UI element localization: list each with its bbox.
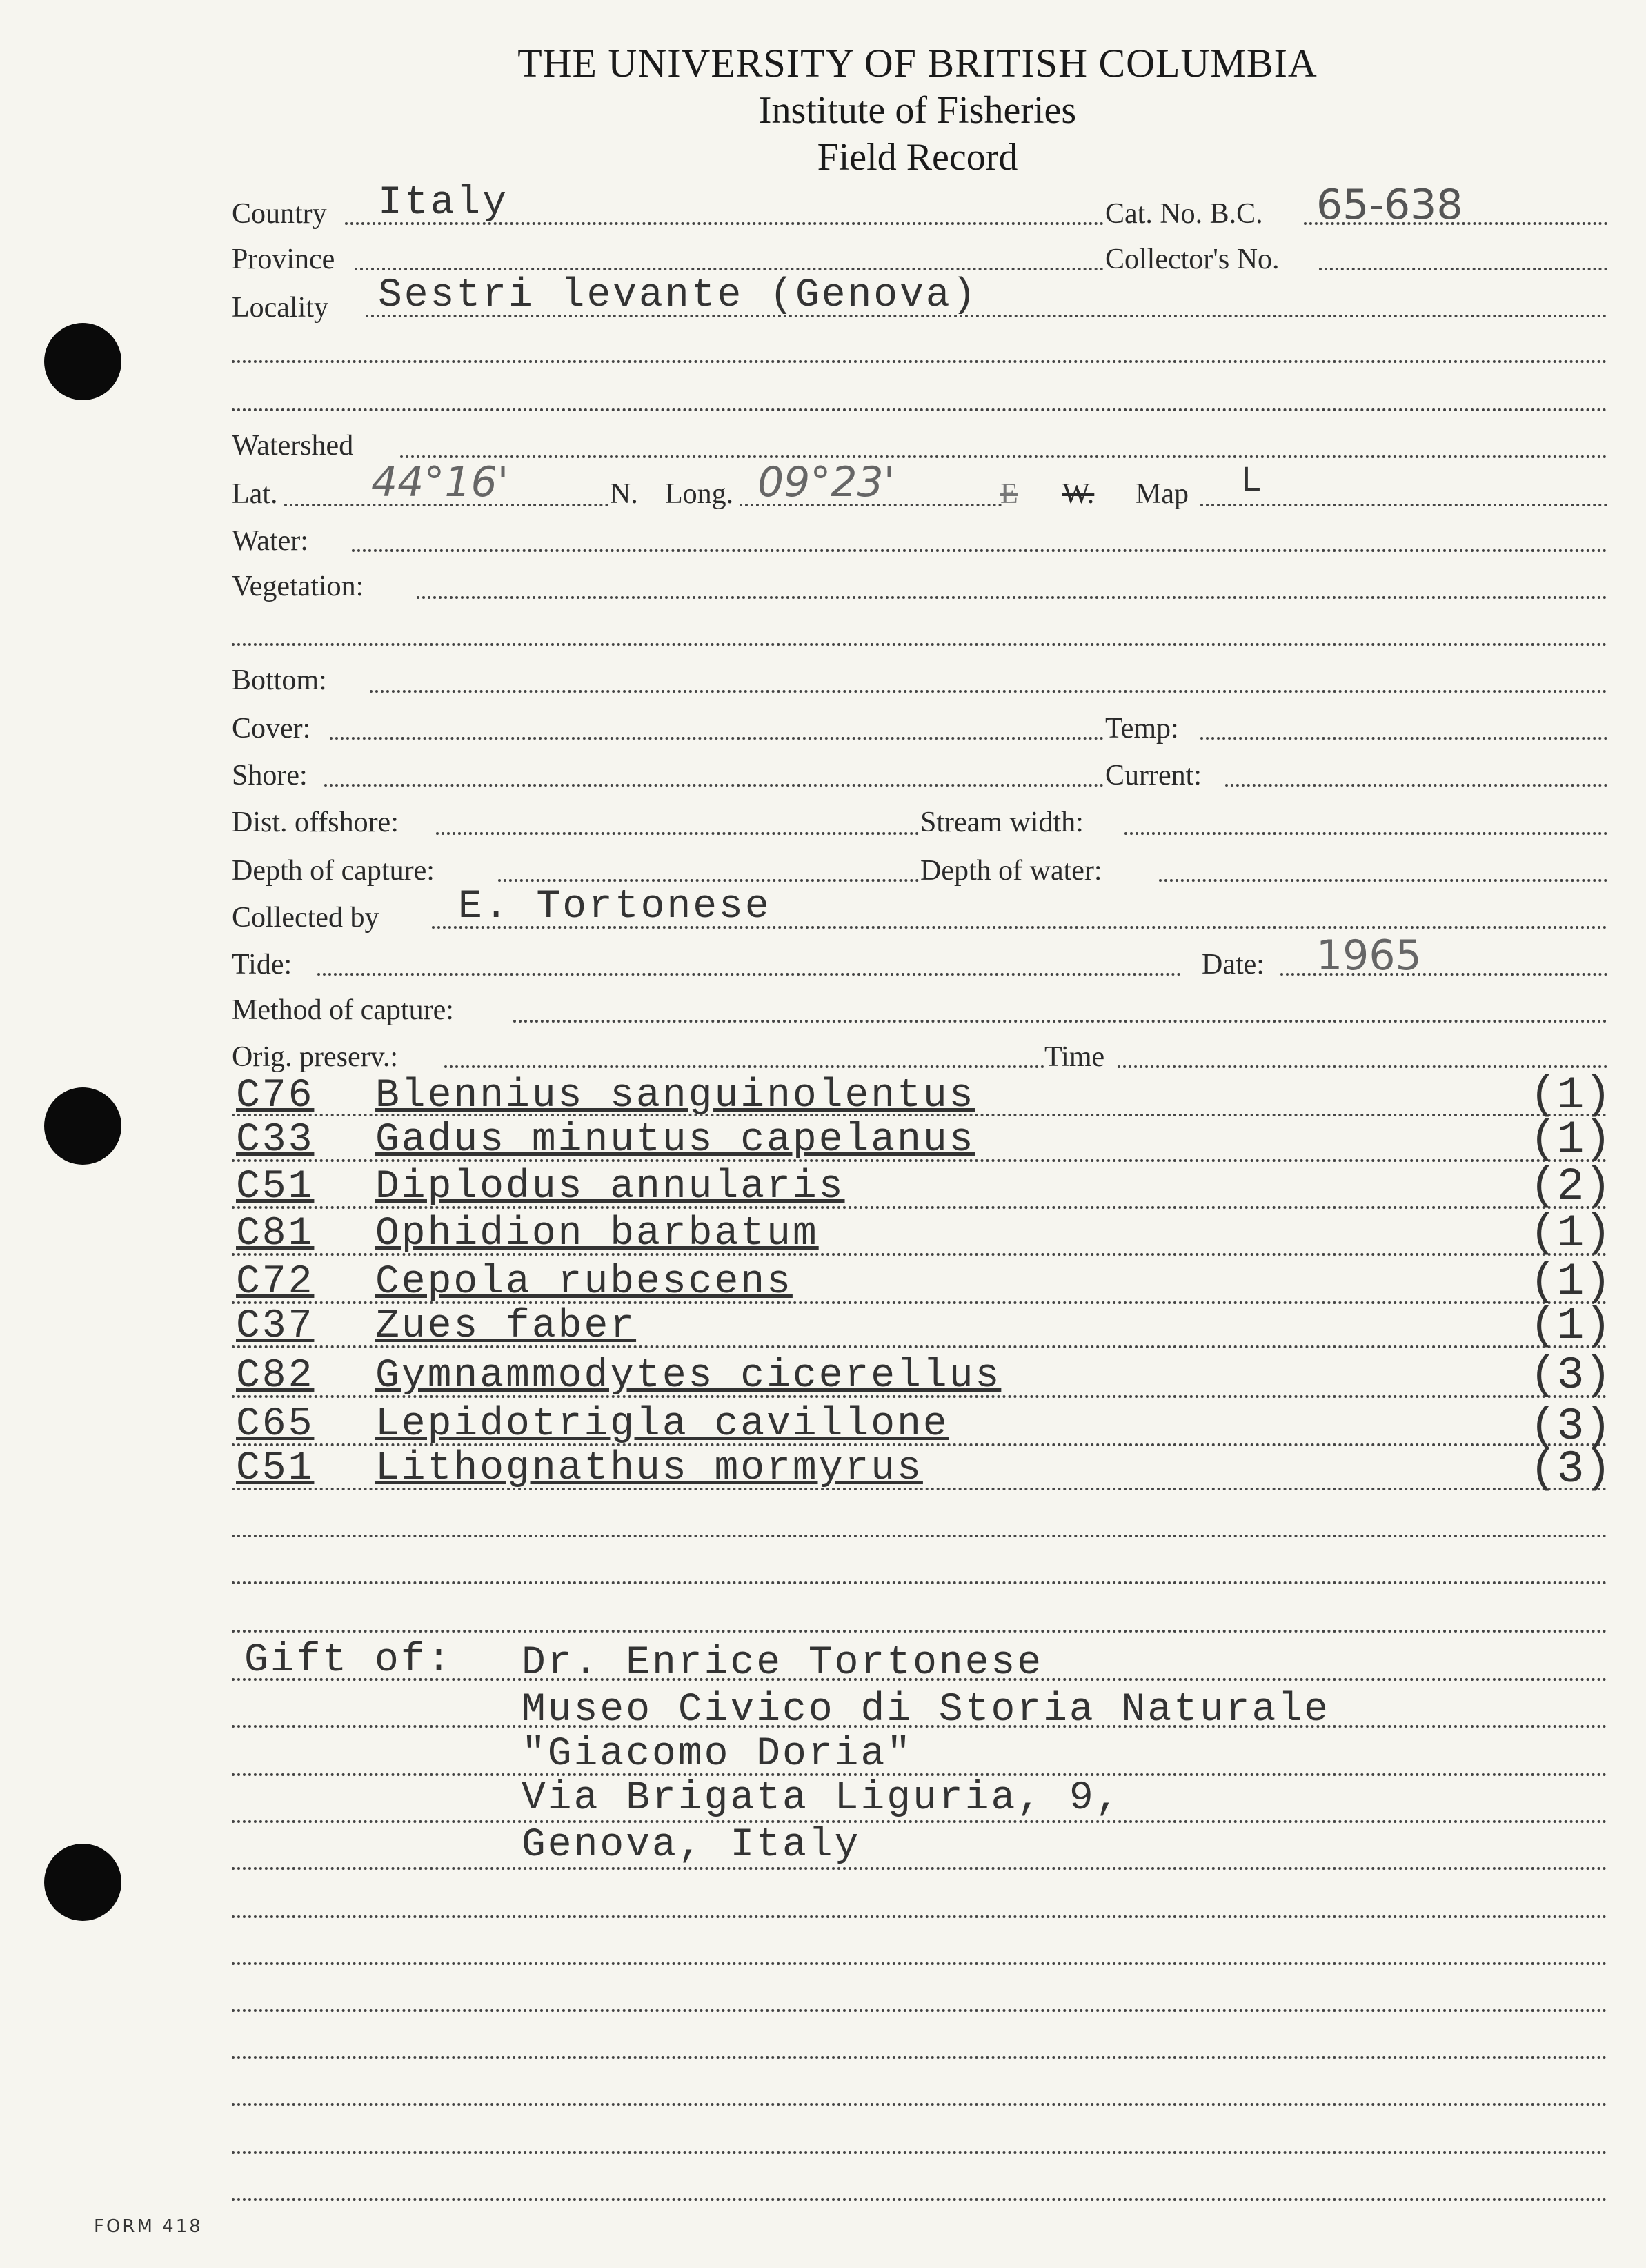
locality-value: Sestri levante (Genova) bbox=[378, 273, 978, 318]
list-item: C37 Zues faber bbox=[236, 1304, 637, 1349]
gift-line: "Giacomo Doria" bbox=[522, 1732, 913, 1777]
vegetation-label: Vegetation: bbox=[232, 571, 364, 602]
cover-label: Cover: bbox=[232, 713, 311, 745]
long-label: Long. bbox=[665, 478, 734, 510]
gift-line: Museo Civico di Storia Naturale bbox=[522, 1688, 1330, 1733]
tide-label: Tide: bbox=[232, 949, 292, 980]
specimen-count: (3) bbox=[1529, 1443, 1612, 1495]
time-label: Time bbox=[1044, 1041, 1105, 1073]
date-label: Date: bbox=[1202, 949, 1265, 980]
punch-hole-top bbox=[44, 323, 121, 400]
date-value: 1965 bbox=[1316, 931, 1422, 980]
specimen-count: (3) bbox=[1529, 1401, 1612, 1452]
list-item: C81 Ophidion barbatum bbox=[236, 1212, 819, 1256]
specimen-count: (1) bbox=[1529, 1207, 1612, 1259]
water-label: Water: bbox=[232, 525, 308, 557]
collected-by-value: E. Tortonese bbox=[458, 885, 771, 929]
specimen-count: (1) bbox=[1529, 1300, 1612, 1352]
current-label: Current: bbox=[1105, 760, 1202, 791]
shore-label: Shore: bbox=[232, 760, 308, 791]
long-value: 09°23' bbox=[757, 458, 895, 506]
list-item: C65 Lepidotrigla cavillone bbox=[236, 1402, 949, 1447]
university-title: THE UNIVERSITY OF BRITISH COLUMBIA bbox=[517, 41, 1318, 86]
specimen-count: (1) bbox=[1529, 1069, 1612, 1121]
specimen-count: (3) bbox=[1529, 1350, 1612, 1401]
temp-label: Temp: bbox=[1105, 713, 1179, 745]
depth-water-label: Depth of water: bbox=[920, 855, 1102, 887]
gift-label: Gift of: bbox=[244, 1638, 453, 1683]
map-value: L bbox=[1240, 461, 1265, 502]
gift-line: Via Brigata Liguria, 9, bbox=[522, 1776, 1122, 1821]
bottom-label: Bottom: bbox=[232, 664, 327, 696]
collected-by-label: Collected by bbox=[232, 902, 379, 934]
punch-hole-bottom bbox=[44, 1844, 121, 1921]
punch-hole-middle bbox=[44, 1087, 121, 1165]
e-label: E bbox=[1000, 478, 1018, 510]
list-item: C33 Gadus minutus capelanus bbox=[236, 1118, 975, 1163]
map-label: Map bbox=[1136, 478, 1189, 510]
list-item: C51 Lithognathus mormyrus bbox=[236, 1446, 923, 1491]
dist-offshore-label: Dist. offshore: bbox=[232, 807, 399, 838]
record-title: Field Record bbox=[817, 136, 1018, 179]
institute-title: Institute of Fisheries bbox=[758, 89, 1077, 132]
country-value: Italy bbox=[378, 181, 509, 226]
watershed-label: Watershed bbox=[232, 430, 354, 462]
specimen-count: (1) bbox=[1529, 1114, 1612, 1165]
collectors-no-label: Collector's No. bbox=[1105, 244, 1280, 275]
lat-value: 44°16' bbox=[371, 458, 509, 506]
form-number: FORM 418 bbox=[94, 2216, 203, 2237]
cat-no-value: 65-638 bbox=[1316, 181, 1463, 229]
locality-label: Locality bbox=[232, 292, 328, 324]
orig-preserv-label: Orig. preserv.: bbox=[232, 1041, 399, 1073]
specimen-count: (1) bbox=[1529, 1256, 1612, 1308]
country-label: Country bbox=[232, 198, 327, 230]
cat-no-label: Cat. No. B.C. bbox=[1105, 198, 1263, 230]
province-label: Province bbox=[232, 244, 335, 275]
n-label: N. bbox=[610, 478, 638, 510]
depth-capture-label: Depth of capture: bbox=[232, 855, 435, 887]
list-item: C51 Diplodus annularis bbox=[236, 1165, 845, 1210]
stream-width-label: Stream width: bbox=[920, 807, 1084, 838]
gift-line: Genova, Italy bbox=[522, 1823, 861, 1868]
method-label: Method of capture: bbox=[232, 994, 454, 1026]
list-item: C76 Blennius sanguinolentus bbox=[236, 1074, 975, 1118]
list-item: C72 Cepola rubescens bbox=[236, 1260, 793, 1305]
lat-label: Lat. bbox=[232, 478, 278, 510]
specimen-count: (2) bbox=[1529, 1161, 1612, 1212]
list-item: C82 Gymnammodytes cicerellus bbox=[236, 1354, 1002, 1399]
gift-line: Dr. Enrice Tortonese bbox=[522, 1641, 1044, 1686]
w-label: W. bbox=[1062, 478, 1095, 510]
